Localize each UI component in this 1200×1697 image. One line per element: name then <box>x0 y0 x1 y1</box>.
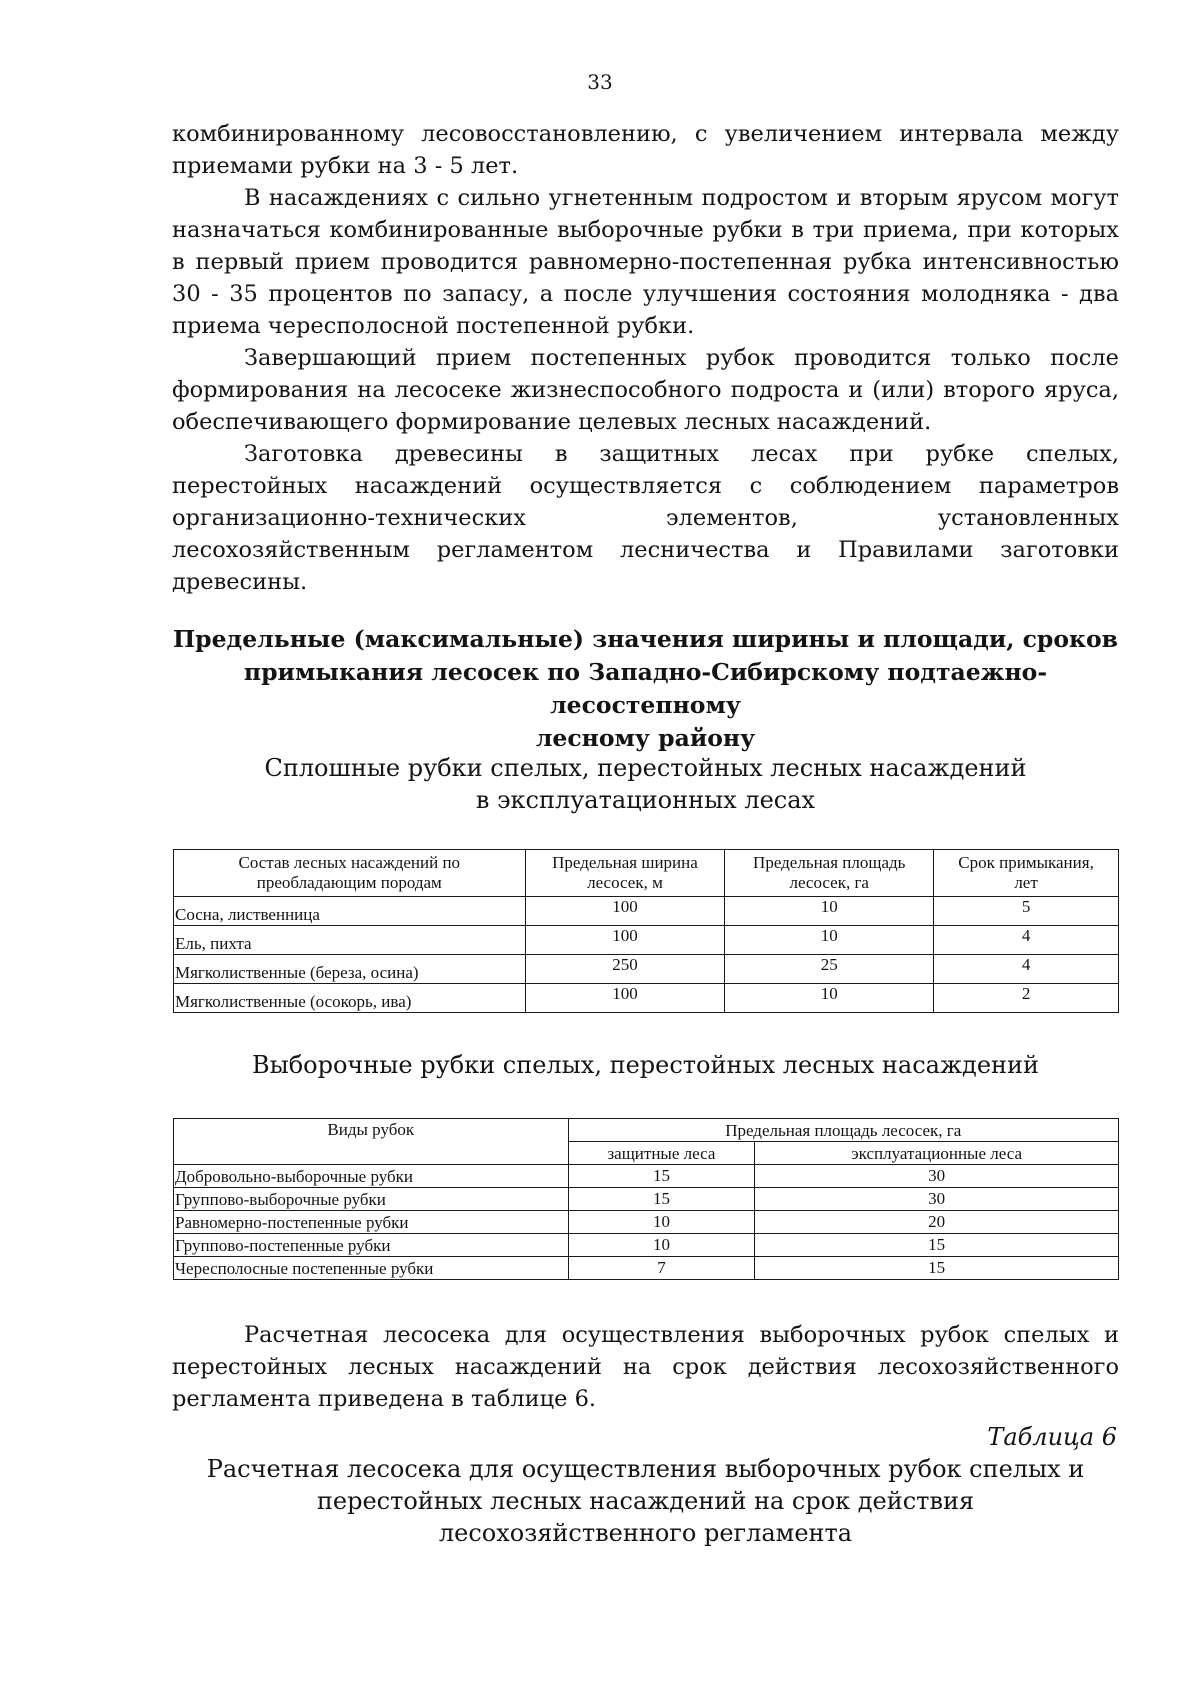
row-name: Чересполосные постепенные рубки <box>174 1257 569 1280</box>
row-exploitation: 20 <box>755 1211 1119 1234</box>
header-area <box>725 850 934 897</box>
table-6-label: Таблица 6 <box>987 1423 1117 1451</box>
row-area: 25 <box>725 955 934 984</box>
row-term: 4 <box>934 955 1119 984</box>
paragraph-1-end <box>172 150 1119 182</box>
text-line: приемами рубки на 3 - 5 лет. <box>172 153 519 179</box>
table-row <box>174 1257 1119 1280</box>
paragraph-2 <box>172 182 1119 214</box>
header-cut-type: Виды рубок <box>174 1119 569 1165</box>
table-row <box>174 926 1119 955</box>
row-term: 5 <box>934 897 1119 926</box>
table-6-title <box>172 1453 1119 1549</box>
table-row <box>174 897 1119 926</box>
header-text: лет <box>1014 873 1038 892</box>
after-table-paragraph <box>172 1319 1119 1415</box>
text-line: 30 - 35 процентов по запасу, а после улучшения состояния молодняка - два <box>172 281 1119 307</box>
header-text: Предельная площадь <box>753 853 906 872</box>
row-protective: 10 <box>568 1234 755 1257</box>
table-6-title-line: лесохозяйственного регламента <box>438 1519 853 1547</box>
text-line: формирования на лесосеке жизнеспособного подроста и (или) второго яруса, <box>172 377 1119 403</box>
header-protective: защитные леса <box>568 1142 755 1165</box>
section-title-line: примыкания лесосек по Западно-Сибирскому подтаежно-лесостепному <box>243 658 1048 719</box>
text-line: организационно-технических элементов, установленных <box>172 505 1119 531</box>
table-row <box>174 984 1119 1013</box>
text-line: назначаться комбинированные выборочные рубки в три приема, при которых <box>172 217 1119 243</box>
row-name: Ель, пихта <box>174 926 526 955</box>
header-max-area: Предельная площадь лесосек, га <box>568 1119 1118 1142</box>
paragraph-3-line <box>172 374 1119 406</box>
paragraph-4-line <box>172 470 1119 502</box>
paragraph-3 <box>172 342 1119 374</box>
header-composition <box>174 850 526 897</box>
header-text: Состав лесных насаждений по <box>238 853 461 872</box>
text-line: обеспечивающего формирование целевых лесных насаждений. <box>172 409 932 435</box>
paragraph-2-line <box>172 246 1119 278</box>
row-protective: 7 <box>568 1257 755 1280</box>
paragraph-2-end <box>172 310 1119 342</box>
paragraph-4-line <box>172 534 1119 566</box>
paragraph-4-end <box>172 566 1119 598</box>
paragraph-4 <box>172 438 1119 470</box>
row-protective: 15 <box>568 1188 755 1211</box>
table-row <box>174 1234 1119 1257</box>
after-paragraph-line <box>172 1319 1119 1351</box>
text-line: древесины. <box>172 569 308 595</box>
header-text: Предельная ширина <box>552 853 698 872</box>
paragraph-1 <box>172 118 1119 150</box>
text-line: приема чересполосной постепенной рубки. <box>172 313 695 339</box>
row-name: Добровольно-выборочные рубки <box>174 1165 569 1188</box>
table-header-row <box>174 850 1119 897</box>
header-text: лесосек, га <box>789 873 869 892</box>
row-area: 10 <box>725 897 934 926</box>
row-area: 10 <box>725 984 934 1013</box>
row-width: 100 <box>525 984 725 1013</box>
after-paragraph-end <box>172 1383 1119 1415</box>
after-paragraph-line <box>172 1351 1119 1383</box>
subtitle-line: в эксплуатационных лесах <box>475 786 816 814</box>
table-6-title-line: перестойных лесных насаждений на срок действия <box>316 1487 975 1515</box>
paragraph-3-end <box>172 406 1119 438</box>
section-title-line: лесному району <box>535 724 756 752</box>
header-term <box>934 850 1119 897</box>
row-width: 100 <box>525 926 725 955</box>
section-title-line: Предельные (максимальные) значения ширины и площади, сроков <box>172 625 1119 653</box>
row-name: Группово-постепенные рубки <box>174 1234 569 1257</box>
row-width: 250 <box>525 955 725 984</box>
table-row <box>174 1188 1119 1211</box>
paragraph-2-line <box>172 278 1119 310</box>
clearcut-table <box>173 849 1119 1013</box>
subtitle-line: Сплошные рубки спелых, перестойных лесных насаждений <box>264 754 1027 782</box>
row-name: Группово-выборочные рубки <box>174 1188 569 1211</box>
row-exploitation: 30 <box>755 1165 1119 1188</box>
header-text: Срок примыкания, <box>958 853 1094 872</box>
row-term: 2 <box>934 984 1119 1013</box>
row-name: Сосна, лиственница <box>174 897 526 926</box>
row-protective: 15 <box>568 1165 755 1188</box>
text-line: комбинированному лесовосстановлению, с увеличением интервала между <box>172 121 1119 147</box>
selective-table <box>173 1118 1119 1280</box>
section-title <box>172 623 1119 755</box>
table-6-title-line: Расчетная лесосека для осуществления выборочных рубок спелых и <box>206 1455 1085 1483</box>
row-term: 4 <box>934 926 1119 955</box>
table-row <box>174 955 1119 984</box>
table-row <box>174 1211 1119 1234</box>
row-area: 10 <box>725 926 934 955</box>
row-exploitation: 15 <box>755 1234 1119 1257</box>
selective-subtitle: Выборочные рубки спелых, перестойных лесных насаждений <box>251 1051 1040 1079</box>
text-line: в первый прием проводится равномерно-постепенная рубка интенсивностью <box>172 249 1119 275</box>
row-name: Равномерно-постепенные рубки <box>174 1211 569 1234</box>
paragraph-2-line <box>172 214 1119 246</box>
header-width <box>525 850 725 897</box>
header-exploitation: эксплуатационные леса <box>755 1142 1119 1165</box>
header-text: преобладающим породам <box>256 873 442 892</box>
clearcut-subtitle <box>172 752 1119 816</box>
header-text: лесосек, м <box>587 873 663 892</box>
row-exploitation: 15 <box>755 1257 1119 1280</box>
row-name: Мягколиственные (осокорь, ива) <box>174 984 526 1013</box>
table-row <box>174 1165 1119 1188</box>
text-line: перестойных лесных насаждений на срок действия лесохозяйственного <box>172 1354 1119 1380</box>
text-line: В насаждениях с сильно угнетенным подростом и вторым ярусом могут <box>244 185 1119 211</box>
text-line: Заготовка древесины в защитных лесах при рубке спелых, <box>244 441 1119 467</box>
text-line: лесохозяйственным регламентом лесничества и Правилами заготовки <box>172 537 1119 563</box>
text-line: регламента приведена в таблице 6. <box>172 1386 597 1412</box>
text-line: Расчетная лесосека для осуществления выборочных рубок спелых и <box>244 1322 1119 1348</box>
row-name: Мягколиственные (береза, осина) <box>174 955 526 984</box>
page-number: 33 <box>587 70 613 94</box>
table-header-row <box>174 1119 1119 1142</box>
paragraph-4-line <box>172 502 1119 534</box>
body-paragraphs <box>172 118 1119 598</box>
row-exploitation: 30 <box>755 1188 1119 1211</box>
row-protective: 10 <box>568 1211 755 1234</box>
row-width: 100 <box>525 897 725 926</box>
text-line: перестойных насаждений осуществляется с соблюдением параметров <box>172 473 1119 499</box>
text-line: Завершающий прием постепенных рубок проводится только после <box>244 345 1119 371</box>
